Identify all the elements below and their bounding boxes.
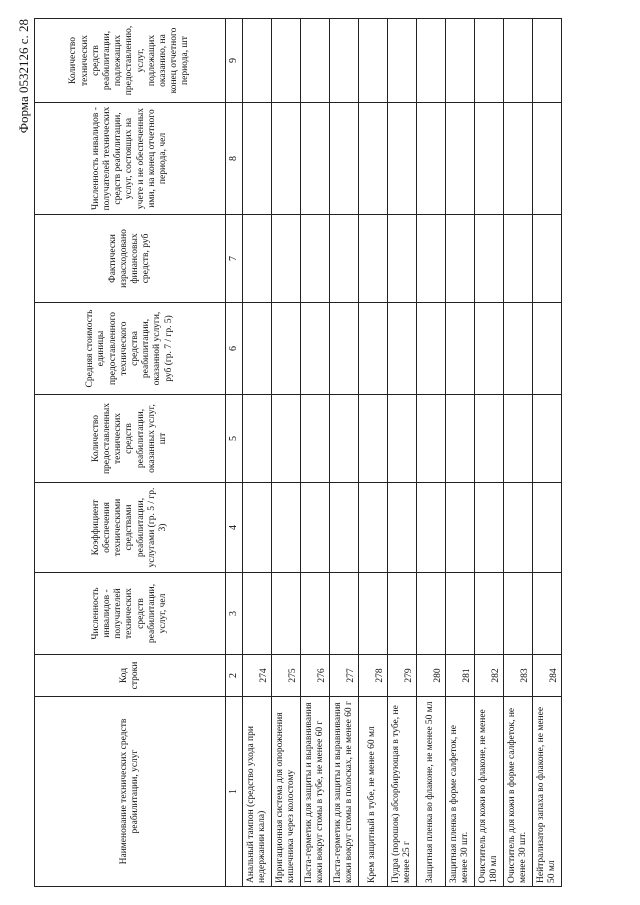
input-cell[interactable] <box>301 215 330 303</box>
input-cell[interactable] <box>272 215 301 303</box>
input-cell[interactable] <box>359 483 388 573</box>
input-cell[interactable] <box>301 573 330 655</box>
row-code: 275 <box>272 655 301 697</box>
column-number: 7 <box>226 215 243 303</box>
table-row <box>533 19 562 887</box>
input-cell[interactable] <box>533 19 562 103</box>
header-cell: Численность инвалидов - получателей технических средств реабилитации, услуг, чел <box>35 573 226 655</box>
input-cell[interactable] <box>272 103 301 215</box>
row-code: 280 <box>417 655 446 697</box>
header-cell: Численность инвалидов - получателей технических средств реабилитации, услуг, состоящих на учете и не обеспеченных ими, на конец отчетного периода, чел <box>35 103 226 215</box>
input-cell[interactable] <box>475 215 504 303</box>
item-name: Ирригационная система для опорожнения кишечника через колостому <box>272 697 301 887</box>
input-cell[interactable] <box>446 395 475 483</box>
input-cell[interactable] <box>243 303 272 395</box>
header-cell: Наименование технических средств реабилитации, услуг <box>35 697 226 887</box>
input-cell[interactable] <box>504 395 533 483</box>
input-cell[interactable] <box>359 573 388 655</box>
header-row <box>35 19 226 887</box>
table-row <box>446 19 475 887</box>
input-cell[interactable] <box>475 395 504 483</box>
item-name: Пудра (порошок) абсорбирующая в тубе, не менее 25 г <box>388 697 417 887</box>
input-cell[interactable] <box>359 215 388 303</box>
table-row <box>475 19 504 887</box>
input-cell[interactable] <box>243 19 272 103</box>
table-row <box>388 19 417 887</box>
column-number: 9 <box>226 19 243 103</box>
input-cell[interactable] <box>475 19 504 103</box>
input-cell[interactable] <box>533 303 562 395</box>
input-cell[interactable] <box>533 573 562 655</box>
input-cell[interactable] <box>417 215 446 303</box>
header-cell: Фактически израсходовано финансовых средств, руб <box>35 215 226 303</box>
header-cell: Код строки <box>35 655 226 697</box>
input-cell[interactable] <box>417 483 446 573</box>
input-cell[interactable] <box>359 103 388 215</box>
table-row <box>301 19 330 887</box>
input-cell[interactable] <box>243 573 272 655</box>
input-cell[interactable] <box>301 19 330 103</box>
input-cell[interactable] <box>330 483 359 573</box>
input-cell[interactable] <box>243 483 272 573</box>
table-row <box>243 19 272 887</box>
column-number: 8 <box>226 103 243 215</box>
input-cell[interactable] <box>243 215 272 303</box>
input-cell[interactable] <box>475 103 504 215</box>
item-name: Паста-герметик для защиты и выравнивания кожи вокруг стомы в полосках, не менее 60 г <box>330 697 359 887</box>
row-code: 283 <box>504 655 533 697</box>
column-number: 3 <box>226 573 243 655</box>
input-cell[interactable] <box>301 103 330 215</box>
input-cell[interactable] <box>388 303 417 395</box>
column-number: 2 <box>226 655 243 697</box>
column-number: 6 <box>226 303 243 395</box>
form-page <box>0 15 640 895</box>
header-cell: Коэффициент обеспечения техническими средствами реабилитации, услугами (гр. 5 / гр. 3) <box>35 483 226 573</box>
item-name: Очиститель для кожи в форме салфеток, не менее 30 шт. <box>504 697 533 887</box>
row-code: 282 <box>475 655 504 697</box>
input-cell[interactable] <box>388 215 417 303</box>
input-cell[interactable] <box>446 215 475 303</box>
input-cell[interactable] <box>301 483 330 573</box>
input-cell[interactable] <box>243 103 272 215</box>
item-name: Нейтрализатор запаха во флаконе, не менее 50 мл <box>533 697 562 887</box>
header-cell: Количество технических средств реабилитации, подлежащих предоставлению, услуг, подлежащих оказанию, на конец отчетного периода, шт <box>35 19 226 103</box>
input-cell[interactable] <box>475 483 504 573</box>
input-cell[interactable] <box>301 303 330 395</box>
row-code: 284 <box>533 655 562 697</box>
input-cell[interactable] <box>475 303 504 395</box>
table-row <box>359 19 388 887</box>
header-cell: Средняя стоимость единицы предоставленного технического средства реабилитации, оказанной услуги, руб (гр. 7 / гр. 5) <box>35 303 226 395</box>
table-row <box>330 19 359 887</box>
input-cell[interactable] <box>388 103 417 215</box>
item-name: Анальный тампон (средство ухода при недержании кала) <box>243 697 272 887</box>
input-cell[interactable] <box>388 19 417 103</box>
row-code: 281 <box>446 655 475 697</box>
input-cell[interactable] <box>533 483 562 573</box>
item-name: Защитная пленка во флаконе, не менее 50 мл <box>417 697 446 887</box>
row-code: 277 <box>330 655 359 697</box>
input-cell[interactable] <box>446 483 475 573</box>
input-cell[interactable] <box>504 215 533 303</box>
input-cell[interactable] <box>446 573 475 655</box>
input-cell[interactable] <box>359 303 388 395</box>
input-cell[interactable] <box>533 215 562 303</box>
input-cell[interactable] <box>243 395 272 483</box>
input-cell[interactable] <box>417 395 446 483</box>
input-cell[interactable] <box>533 395 562 483</box>
input-cell[interactable] <box>388 395 417 483</box>
input-cell[interactable] <box>388 483 417 573</box>
input-cell[interactable] <box>359 395 388 483</box>
form-code: Форма 0532126 с. 28 <box>16 19 31 134</box>
input-cell[interactable] <box>504 103 533 215</box>
input-cell[interactable] <box>417 19 446 103</box>
input-cell[interactable] <box>475 573 504 655</box>
input-cell[interactable] <box>533 103 562 215</box>
row-code: 276 <box>301 655 330 697</box>
column-number: 5 <box>226 395 243 483</box>
report-table <box>34 18 562 887</box>
input-cell[interactable] <box>272 303 301 395</box>
input-cell[interactable] <box>446 19 475 103</box>
input-cell[interactable] <box>417 303 446 395</box>
input-cell[interactable] <box>330 215 359 303</box>
item-name: Паста-герметик для защиты и выравнивания кожи вокруг стомы в тубе, не менее 60 г <box>301 697 330 887</box>
input-cell[interactable] <box>330 573 359 655</box>
table-row <box>417 19 446 887</box>
row-code: 274 <box>243 655 272 697</box>
input-cell[interactable] <box>330 103 359 215</box>
input-cell[interactable] <box>359 19 388 103</box>
column-number: 4 <box>226 483 243 573</box>
column-number: 1 <box>226 697 243 887</box>
input-cell[interactable] <box>330 303 359 395</box>
item-name: Защитная пленка в форме салфеток, не менее 30 шт. <box>446 697 475 887</box>
input-cell[interactable] <box>272 483 301 573</box>
input-cell[interactable] <box>417 103 446 215</box>
input-cell[interactable] <box>504 19 533 103</box>
input-cell[interactable] <box>417 573 446 655</box>
input-cell[interactable] <box>446 303 475 395</box>
input-cell[interactable] <box>301 395 330 483</box>
input-cell[interactable] <box>504 303 533 395</box>
input-cell[interactable] <box>272 395 301 483</box>
row-code: 279 <box>388 655 417 697</box>
table-row <box>504 19 533 887</box>
header-cell: Количество предоставленных технических средств реабилитации, оказанных услуг, шт <box>35 395 226 483</box>
table-row <box>272 19 301 887</box>
input-cell[interactable] <box>330 19 359 103</box>
input-cell[interactable] <box>446 103 475 215</box>
input-cell[interactable] <box>330 395 359 483</box>
input-cell[interactable] <box>272 573 301 655</box>
column-number-row <box>226 19 243 887</box>
item-name: Очиститель для кожи во флаконе, не менее 180 мл <box>475 697 504 887</box>
item-name: Крем защитный в тубе, не менее 60 мл <box>359 697 388 887</box>
row-code: 278 <box>359 655 388 697</box>
input-cell[interactable] <box>504 573 533 655</box>
input-cell[interactable] <box>504 483 533 573</box>
input-cell[interactable] <box>272 19 301 103</box>
input-cell[interactable] <box>388 573 417 655</box>
